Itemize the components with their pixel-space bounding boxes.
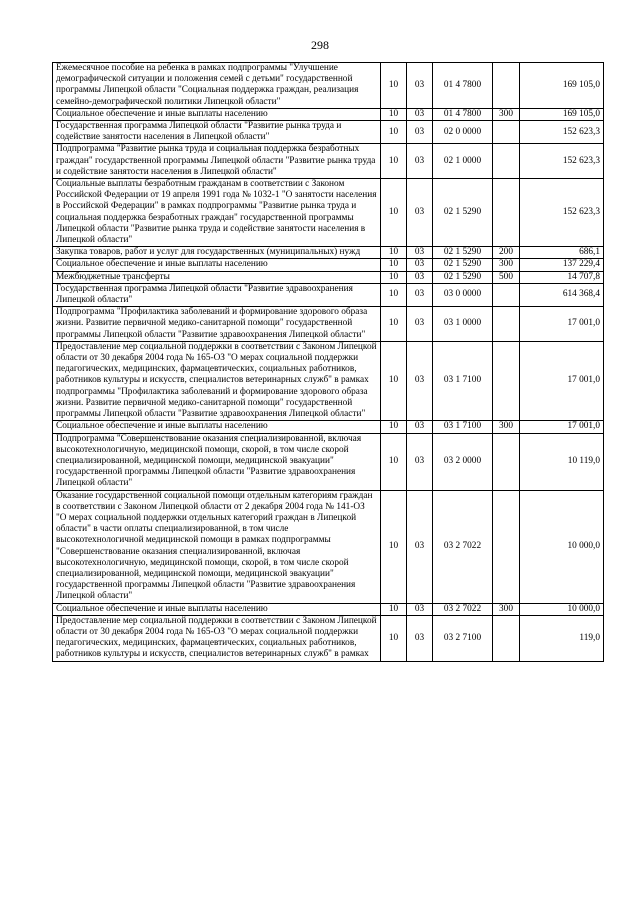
row-name: Подпрограмма "Совершенствование оказания специализированной, включая высокотехнологичную, медицинской помощи, скорой, в том числе скорой специализированной, медицинской помощи, медицинской эвакуации" государственной программы Липецкой области "Развитие здравоохранения Липецкой области" [53, 433, 381, 490]
row-target-article: 02 1 0000 [433, 144, 493, 179]
row-target-article: 02 1 5290 [433, 259, 493, 271]
row-subsection: 03 [407, 433, 433, 490]
row-subsection: 03 [407, 63, 433, 109]
row-expense-type [493, 307, 520, 342]
row-sum: 152 623,3 [520, 179, 604, 247]
row-subsection: 03 [407, 615, 433, 661]
row-subsection: 03 [407, 144, 433, 179]
row-section: 10 [381, 615, 407, 661]
row-expense-type [493, 63, 520, 109]
row-expense-type [493, 144, 520, 179]
row-name: Предоставление мер социальной поддержки в соответствии с Законом Липецкой области от 30 декабря 2004 года № 165-ОЗ "О мерах социальной поддержки педагогических, медицинских, фармацевтических, социальных работников, работников культуры и искусств, специалистов ветеринарных служб" в рамках подпрограммы "Профилактика заболеваний и формирование здорового образа жизни. Развитие первичной медико-санитарной помощи" государственной программы Липецкой области "Развитие здравоохранения Липецкой области" [53, 341, 381, 420]
row-name: Закупка товаров, работ и услуг для государственных (муниципальных) нужд [53, 247, 381, 259]
row-sum: 152 623,3 [520, 144, 604, 179]
row-section: 10 [381, 144, 407, 179]
table-row [53, 421, 604, 433]
row-subsection: 03 [407, 271, 433, 283]
row-sum: 169 105,0 [520, 108, 604, 120]
row-subsection: 03 [407, 121, 433, 144]
table-row [53, 307, 604, 342]
row-subsection: 03 [407, 421, 433, 433]
row-name: Социальное обеспечение и иные выплаты населению [53, 108, 381, 120]
row-target-article: 03 1 7100 [433, 421, 493, 433]
row-target-article: 02 1 5290 [433, 271, 493, 283]
row-sum: 10 119,0 [520, 433, 604, 490]
row-name: Социальные выплаты безработным гражданам в соответствии с Законом Российской Федерации от 19 апреля 1991 года № 1032-1 "О занятости населения в Российской Федерации" в рамках подпрограммы "Развитие рынка труда и социальная поддержка безработных граждан" государственной программы Липецкой области "Развитие рынка труда и содействие занятости населения в Липецкой области" [53, 179, 381, 247]
row-sum: 10 000,0 [520, 490, 604, 603]
row-target-article: 03 2 7022 [433, 603, 493, 615]
table-row [53, 615, 604, 661]
row-target-article: 02 1 5290 [433, 247, 493, 259]
row-expense-type: 300 [493, 259, 520, 271]
page-number: 298 [311, 38, 329, 52]
row-name: Ежемесячное пособие на ребенка в рамках подпрограммы "Улучшение демографической ситуации и положения семей с детьми" государственной программы Липецкой области "Социальная поддержка граждан, реализация семейно-демографической политики Липецкой области" [53, 63, 381, 109]
row-section: 10 [381, 490, 407, 603]
row-section: 10 [381, 283, 407, 306]
row-section: 10 [381, 108, 407, 120]
row-name: Социальное обеспечение и иные выплаты населению [53, 421, 381, 433]
row-subsection: 03 [407, 490, 433, 603]
row-expense-type: 200 [493, 247, 520, 259]
row-sum: 17 001,0 [520, 421, 604, 433]
row-sum: 169 105,0 [520, 63, 604, 109]
row-name: Предоставление мер социальной поддержки в соответствии с Законом Липецкой области от 30 декабря 2004 года № 165-ОЗ "О мерах социальной поддержки педагогических, медицинских, фармацевтических, социальных работников, работников культуры и искусств, специалистов ветеринарных служб" в рамках [53, 615, 381, 661]
row-expense-type: 300 [493, 603, 520, 615]
row-sum: 10 000,0 [520, 603, 604, 615]
table-row [53, 490, 604, 603]
row-sum: 614 368,4 [520, 283, 604, 306]
row-expense-type [493, 179, 520, 247]
row-expense-type: 500 [493, 271, 520, 283]
row-name: Оказание государственной социальной помощи отдельным категориям граждан в соответствии с Законом Липецкой области от 2 декабря 2004 года № 141-ОЗ "О мерах социальной поддержки отдельных категорий граждан в Липецкой области" в части оплаты специализированной, в том числе высокотехнологичной медицинской помощи в рамках подпрограммы "Совершенствование оказания специализированной, включая высокотехнологичную, медицинской помощи, скорой, в том числе скорой специализированной, медицинской помощи, медицинской эвакуации" государственной программы Липецкой области "Развитие здравоохранения Липецкой области" [53, 490, 381, 603]
table-row [53, 108, 604, 120]
row-section: 10 [381, 63, 407, 109]
table-row [53, 144, 604, 179]
row-name: Государственная программа Липецкой области "Развитие здравоохранения Липецкой области" [53, 283, 381, 306]
row-expense-type [493, 121, 520, 144]
budget-table-body [53, 63, 604, 662]
row-target-article: 01 4 7800 [433, 108, 493, 120]
table-row [53, 283, 604, 306]
row-section: 10 [381, 307, 407, 342]
row-sum: 137 229,4 [520, 259, 604, 271]
row-target-article: 03 1 0000 [433, 307, 493, 342]
table-row [53, 433, 604, 490]
row-section: 10 [381, 341, 407, 420]
row-expense-type: 300 [493, 421, 520, 433]
row-sum: 17 001,0 [520, 341, 604, 420]
row-sum: 152 623,3 [520, 121, 604, 144]
row-section: 10 [381, 121, 407, 144]
table-row [53, 341, 604, 420]
table-row [53, 121, 604, 144]
row-section: 10 [381, 271, 407, 283]
table-row [53, 63, 604, 109]
row-expense-type [493, 283, 520, 306]
row-sum: 14 707,8 [520, 271, 604, 283]
row-name: Социальное обеспечение и иные выплаты населению [53, 603, 381, 615]
row-subsection: 03 [407, 179, 433, 247]
row-expense-type [493, 433, 520, 490]
row-target-article: 03 2 0000 [433, 433, 493, 490]
row-target-article: 01 4 7800 [433, 63, 493, 109]
row-sum: 686,1 [520, 247, 604, 259]
row-section: 10 [381, 259, 407, 271]
row-target-article: 03 0 0000 [433, 283, 493, 306]
row-name: Подпрограмма "Профилактика заболеваний и формирование здорового образа жизни. Развитие первичной медико-санитарной помощи" государственной программы Липецкой области "Развитие здравоохранения Липецкой области" [53, 307, 381, 342]
row-name: Подпрограмма "Развитие рынка труда и социальная поддержка безработных граждан" государственной программы Липецкой области "Развитие рынка труда и содействие занятости населения в Липецкой области" [53, 144, 381, 179]
row-target-article: 03 2 7100 [433, 615, 493, 661]
row-expense-type [493, 615, 520, 661]
row-target-article: 03 2 7022 [433, 490, 493, 603]
row-subsection: 03 [407, 341, 433, 420]
row-section: 10 [381, 179, 407, 247]
row-subsection: 03 [407, 283, 433, 306]
table-row [53, 271, 604, 283]
row-target-article: 03 1 7100 [433, 341, 493, 420]
row-sum: 17 001,0 [520, 307, 604, 342]
row-section: 10 [381, 603, 407, 615]
row-name: Межбюджетные трансферты [53, 271, 381, 283]
table-row [53, 179, 604, 247]
row-expense-type [493, 341, 520, 420]
row-expense-type [493, 490, 520, 603]
row-expense-type: 300 [493, 108, 520, 120]
table-row [53, 247, 604, 259]
row-section: 10 [381, 433, 407, 490]
row-subsection: 03 [407, 307, 433, 342]
row-section: 10 [381, 421, 407, 433]
row-sum: 119,0 [520, 615, 604, 661]
row-subsection: 03 [407, 603, 433, 615]
row-name: Социальное обеспечение и иные выплаты населению [53, 259, 381, 271]
row-target-article: 02 1 5290 [433, 179, 493, 247]
row-subsection: 03 [407, 259, 433, 271]
row-subsection: 03 [407, 108, 433, 120]
row-name: Государственная программа Липецкой области "Развитие рынка труда и содействие занятости населения в Липецкой области" [53, 121, 381, 144]
row-subsection: 03 [407, 247, 433, 259]
row-target-article: 02 0 0000 [433, 121, 493, 144]
row-section: 10 [381, 247, 407, 259]
table-row [53, 603, 604, 615]
budget-table [52, 62, 604, 662]
table-row [53, 259, 604, 271]
